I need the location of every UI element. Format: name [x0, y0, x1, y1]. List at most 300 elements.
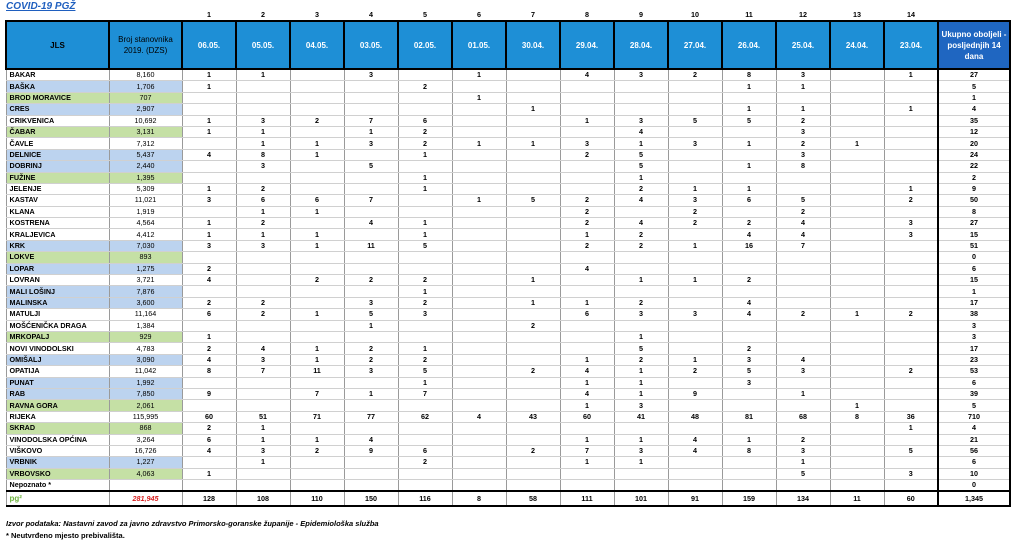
case-cell — [398, 161, 452, 172]
case-cell: 2 — [560, 218, 614, 229]
case-cell — [452, 423, 506, 434]
case-cell — [830, 445, 884, 456]
case-cell — [290, 263, 344, 274]
case-cell — [668, 149, 722, 160]
jls-name: CRIKVENICA — [6, 115, 109, 126]
case-cell — [506, 457, 560, 468]
case-cell — [884, 172, 938, 183]
case-cell: 1 — [344, 126, 398, 137]
case-cell — [452, 366, 506, 377]
case-cell: 1 — [560, 229, 614, 240]
case-cell — [344, 457, 398, 468]
case-cell: 2 — [722, 218, 776, 229]
case-cell — [830, 320, 884, 331]
case-cell: 1 — [236, 126, 290, 137]
case-cell — [182, 138, 236, 149]
case-cell: 2 — [182, 423, 236, 434]
case-cell — [398, 480, 452, 492]
case-cell: 1 — [290, 229, 344, 240]
case-cell: 60 — [560, 411, 614, 422]
case-cell — [668, 81, 722, 92]
case-cell — [398, 92, 452, 103]
case-cell: 4 — [614, 195, 668, 206]
case-cell — [290, 297, 344, 308]
case-cell: 1 — [290, 206, 344, 217]
case-cell — [614, 480, 668, 492]
table-row — [6, 468, 1010, 479]
case-cell: 1 — [398, 343, 452, 354]
case-cell — [290, 218, 344, 229]
case-cell — [506, 206, 560, 217]
total-cell: 17 — [938, 343, 1010, 354]
case-cell — [560, 286, 614, 297]
table-row — [6, 149, 1010, 160]
case-cell — [452, 275, 506, 286]
case-cell: 2 — [776, 434, 830, 445]
case-cell: 1 — [398, 149, 452, 160]
total-cell: 0 — [938, 480, 1010, 492]
case-cell: 3 — [236, 354, 290, 365]
case-cell — [290, 400, 344, 411]
column-number: 12 — [799, 10, 807, 19]
case-cell — [344, 252, 398, 263]
case-cell: 1 — [182, 468, 236, 479]
column-number: 3 — [315, 10, 319, 19]
case-cell: 2 — [398, 126, 452, 137]
population-cell: 929 — [109, 331, 182, 342]
case-cell: 1 — [290, 354, 344, 365]
case-cell — [344, 423, 398, 434]
case-cell: 1 — [614, 377, 668, 388]
case-cell — [506, 252, 560, 263]
case-cell — [776, 480, 830, 492]
jls-name: VIŠKOVO — [6, 445, 109, 456]
case-cell: 1 — [182, 331, 236, 342]
case-cell: 2 — [722, 275, 776, 286]
case-cell — [506, 126, 560, 137]
case-cell — [614, 320, 668, 331]
case-cell — [560, 275, 614, 286]
case-cell: 4 — [668, 445, 722, 456]
case-cell: 1 — [182, 218, 236, 229]
table-row — [6, 69, 1010, 81]
case-cell: 1 — [398, 377, 452, 388]
case-cell — [506, 183, 560, 194]
case-cell — [830, 343, 884, 354]
case-cell: 41 — [614, 411, 668, 422]
jls-name: KRK — [6, 240, 109, 251]
case-cell: 2 — [236, 183, 290, 194]
population-cell: 1,919 — [109, 206, 182, 217]
population-cell: 11,042 — [109, 366, 182, 377]
case-cell — [830, 92, 884, 103]
case-cell — [722, 480, 776, 492]
case-cell — [884, 138, 938, 149]
case-cell — [722, 423, 776, 434]
case-cell: 3 — [182, 240, 236, 251]
population-cell: 1,227 — [109, 457, 182, 468]
case-cell: 1 — [398, 218, 452, 229]
case-cell — [830, 252, 884, 263]
total-cell: 22 — [938, 161, 1010, 172]
jls-name: CRES — [6, 104, 109, 115]
case-cell: 3 — [614, 69, 668, 81]
case-cell — [290, 457, 344, 468]
sum-cell: 150 — [344, 491, 398, 506]
total-cell: 1 — [938, 286, 1010, 297]
case-cell — [182, 286, 236, 297]
jls-name: MALI LOŠINJ — [6, 286, 109, 297]
population-cell: 2,440 — [109, 161, 182, 172]
case-cell — [452, 161, 506, 172]
case-cell — [236, 252, 290, 263]
jls-name: PUNAT — [6, 377, 109, 388]
case-cell — [560, 81, 614, 92]
source-note: Izvor podataka: Nastavni zavod za javno zdravstvo Primorsko-goranske županije - Epidemiološka služba — [6, 519, 379, 528]
jls-name: Nepoznato * — [6, 480, 109, 492]
case-cell — [290, 81, 344, 92]
case-cell — [884, 126, 938, 137]
case-cell: 1 — [236, 229, 290, 240]
case-cell: 1 — [506, 104, 560, 115]
case-cell — [290, 320, 344, 331]
case-cell — [506, 229, 560, 240]
jls-name: FUŽINE — [6, 172, 109, 183]
case-cell — [830, 229, 884, 240]
case-cell — [236, 468, 290, 479]
case-cell — [506, 115, 560, 126]
case-cell: 2 — [884, 195, 938, 206]
case-cell: 3 — [398, 309, 452, 320]
case-cell — [182, 161, 236, 172]
case-cell — [560, 343, 614, 354]
case-cell: 68 — [776, 411, 830, 422]
total-cell: 15 — [938, 229, 1010, 240]
case-cell: 2 — [344, 354, 398, 365]
table-row — [6, 92, 1010, 103]
case-cell — [560, 480, 614, 492]
case-cell: 2 — [506, 320, 560, 331]
population-cell: 3,600 — [109, 297, 182, 308]
case-cell: 3 — [776, 366, 830, 377]
pg-logo: pg² — [6, 491, 109, 506]
population-cell — [109, 480, 182, 492]
case-cell: 1 — [452, 69, 506, 81]
case-cell — [884, 388, 938, 399]
column-number: 4 — [369, 10, 373, 19]
population-cell: 7,030 — [109, 240, 182, 251]
case-cell: 3 — [722, 377, 776, 388]
case-cell: 4 — [452, 411, 506, 422]
case-cell: 5 — [344, 309, 398, 320]
table-row — [6, 126, 1010, 137]
table-row — [6, 138, 1010, 149]
case-cell: 1 — [614, 331, 668, 342]
case-cell: 3 — [236, 445, 290, 456]
case-cell — [560, 172, 614, 183]
case-cell: 1 — [776, 104, 830, 115]
sum-cell: 110 — [290, 491, 344, 506]
case-cell — [290, 126, 344, 137]
case-cell: 3 — [560, 138, 614, 149]
case-cell: 1 — [722, 81, 776, 92]
case-cell: 9 — [182, 388, 236, 399]
case-cell — [884, 92, 938, 103]
header-date: 27.04. — [668, 21, 722, 69]
case-cell — [452, 252, 506, 263]
case-cell — [344, 81, 398, 92]
case-cell: 1 — [398, 172, 452, 183]
case-cell — [236, 275, 290, 286]
case-cell: 3 — [614, 309, 668, 320]
jls-name: DOBRINJ — [6, 161, 109, 172]
case-cell — [182, 320, 236, 331]
footnote: * Neutvrđeno mjesto prebivališta. — [6, 531, 125, 540]
table-row — [6, 480, 1010, 492]
case-cell — [452, 400, 506, 411]
case-cell: 2 — [344, 343, 398, 354]
case-cell: 3 — [614, 115, 668, 126]
column-number: 13 — [853, 10, 861, 19]
case-cell: 1 — [236, 423, 290, 434]
total-cell: 4 — [938, 423, 1010, 434]
case-cell: 5 — [614, 161, 668, 172]
case-cell — [776, 263, 830, 274]
case-cell — [776, 423, 830, 434]
case-cell: 4 — [722, 297, 776, 308]
case-cell — [668, 400, 722, 411]
total-cell: 27 — [938, 218, 1010, 229]
table-row — [6, 115, 1010, 126]
case-cell — [506, 388, 560, 399]
case-cell: 1 — [614, 388, 668, 399]
case-cell: 62 — [398, 411, 452, 422]
header-date: 02.05. — [398, 21, 452, 69]
total-cell: 10 — [938, 468, 1010, 479]
case-cell — [236, 400, 290, 411]
blank-cell — [109, 10, 182, 21]
case-cell: 2 — [560, 195, 614, 206]
case-cell — [290, 161, 344, 172]
total-cell: 6 — [938, 263, 1010, 274]
case-cell: 2 — [668, 366, 722, 377]
table-row — [6, 252, 1010, 263]
case-cell: 1 — [236, 138, 290, 149]
case-cell: 1 — [290, 149, 344, 160]
case-cell: 6 — [236, 195, 290, 206]
case-cell: 1 — [830, 138, 884, 149]
case-cell — [290, 92, 344, 103]
population-cell: 4,063 — [109, 468, 182, 479]
case-cell: 7 — [290, 388, 344, 399]
case-cell — [290, 331, 344, 342]
column-number: 1 — [207, 10, 211, 19]
case-cell: 3 — [722, 354, 776, 365]
column-number-row — [6, 10, 1010, 21]
case-cell — [722, 457, 776, 468]
column-number: 14 — [907, 10, 915, 19]
case-cell — [722, 126, 776, 137]
case-cell: 4 — [614, 126, 668, 137]
case-cell — [506, 92, 560, 103]
total-cell: 3 — [938, 331, 1010, 342]
case-cell — [830, 366, 884, 377]
case-cell: 16 — [722, 240, 776, 251]
case-cell — [668, 480, 722, 492]
case-cell — [398, 252, 452, 263]
case-cell: 3 — [884, 218, 938, 229]
case-cell — [290, 172, 344, 183]
case-cell — [452, 81, 506, 92]
case-cell: 2 — [614, 183, 668, 194]
case-cell: 4 — [560, 69, 614, 81]
case-cell — [668, 263, 722, 274]
case-cell: 2 — [236, 309, 290, 320]
column-number: 5 — [423, 10, 427, 19]
case-cell: 2 — [398, 297, 452, 308]
case-cell — [560, 183, 614, 194]
case-cell: 8 — [722, 445, 776, 456]
case-cell — [452, 183, 506, 194]
case-cell: 4 — [344, 434, 398, 445]
case-cell — [398, 195, 452, 206]
case-cell — [776, 172, 830, 183]
header-date: 05.05. — [236, 21, 290, 69]
case-cell: 6 — [290, 195, 344, 206]
total-cell: 50 — [938, 195, 1010, 206]
case-cell — [668, 320, 722, 331]
case-cell — [452, 309, 506, 320]
case-cell: 2 — [344, 275, 398, 286]
case-cell: 1 — [560, 377, 614, 388]
population-cell: 10,692 — [109, 115, 182, 126]
case-cell: 4 — [722, 309, 776, 320]
case-cell: 8 — [776, 161, 830, 172]
case-cell — [506, 354, 560, 365]
population-cell: 3,131 — [109, 126, 182, 137]
case-cell: 1 — [614, 275, 668, 286]
jls-name: MALINSKA — [6, 297, 109, 308]
case-cell — [344, 206, 398, 217]
case-cell — [398, 69, 452, 81]
case-cell — [668, 172, 722, 183]
header-date: 01.05. — [452, 21, 506, 69]
case-cell — [776, 252, 830, 263]
sum-cell: 116 — [398, 491, 452, 506]
header-date: 06.05. — [182, 21, 236, 69]
case-cell — [290, 252, 344, 263]
case-cell: 3 — [236, 161, 290, 172]
total-cell: 5 — [938, 400, 1010, 411]
table-row — [6, 354, 1010, 365]
header-total: Ukupno oboljeli - posljednjih 14 dana — [938, 21, 1010, 69]
case-cell — [884, 400, 938, 411]
case-cell: 1 — [776, 457, 830, 468]
case-cell: 1 — [236, 457, 290, 468]
case-cell — [452, 206, 506, 217]
case-cell: 6 — [560, 309, 614, 320]
jls-name: OMIŠALJ — [6, 354, 109, 365]
case-cell — [452, 388, 506, 399]
case-cell — [344, 331, 398, 342]
case-cell — [722, 468, 776, 479]
case-cell: 3 — [668, 309, 722, 320]
total-cell: 3 — [938, 320, 1010, 331]
case-cell: 1 — [560, 115, 614, 126]
case-cell — [884, 161, 938, 172]
case-cell: 4 — [722, 229, 776, 240]
case-cell — [398, 320, 452, 331]
column-number: 10 — [691, 10, 699, 19]
total-cell: 6 — [938, 457, 1010, 468]
case-cell: 3 — [614, 400, 668, 411]
jls-name: ČABAR — [6, 126, 109, 137]
case-cell: 2 — [398, 354, 452, 365]
case-cell: 1 — [560, 354, 614, 365]
case-cell: 5 — [398, 240, 452, 251]
case-cell: 2 — [290, 445, 344, 456]
covid-table — [5, 10, 1011, 507]
table-row — [6, 104, 1010, 115]
case-cell — [506, 161, 560, 172]
case-cell — [398, 104, 452, 115]
case-cell — [668, 377, 722, 388]
case-cell: 1 — [884, 104, 938, 115]
case-cell: 1 — [722, 104, 776, 115]
case-cell: 4 — [182, 445, 236, 456]
case-cell — [830, 480, 884, 492]
case-cell: 5 — [884, 445, 938, 456]
case-cell — [182, 104, 236, 115]
jls-name: RAB — [6, 388, 109, 399]
case-cell — [452, 468, 506, 479]
case-cell — [668, 286, 722, 297]
case-cell — [884, 149, 938, 160]
table-row — [6, 331, 1010, 342]
case-cell: 6 — [182, 309, 236, 320]
table-row — [6, 218, 1010, 229]
jls-name: ČAVLE — [6, 138, 109, 149]
jls-name: VRBNIK — [6, 457, 109, 468]
case-cell: 2 — [506, 366, 560, 377]
case-cell — [776, 297, 830, 308]
case-cell: 4 — [614, 218, 668, 229]
case-cell: 36 — [884, 411, 938, 422]
total-cell: 12 — [938, 126, 1010, 137]
case-cell — [506, 377, 560, 388]
sum-cell: 101 — [614, 491, 668, 506]
case-cell — [452, 218, 506, 229]
case-cell: 4 — [182, 149, 236, 160]
case-cell — [884, 240, 938, 251]
case-cell: 1 — [290, 138, 344, 149]
case-cell: 1 — [506, 275, 560, 286]
jls-name: JELENJE — [6, 183, 109, 194]
case-cell — [722, 263, 776, 274]
case-cell — [182, 206, 236, 217]
case-cell: 2 — [722, 343, 776, 354]
population-cell: 4,564 — [109, 218, 182, 229]
header-date: 30.04. — [506, 21, 560, 69]
case-cell: 4 — [236, 343, 290, 354]
case-cell — [506, 240, 560, 251]
case-cell: 5 — [506, 195, 560, 206]
sum-cell: 128 — [182, 491, 236, 506]
total-cell: 38 — [938, 309, 1010, 320]
column-number: 9 — [639, 10, 643, 19]
case-cell — [560, 468, 614, 479]
case-cell: 1 — [884, 423, 938, 434]
